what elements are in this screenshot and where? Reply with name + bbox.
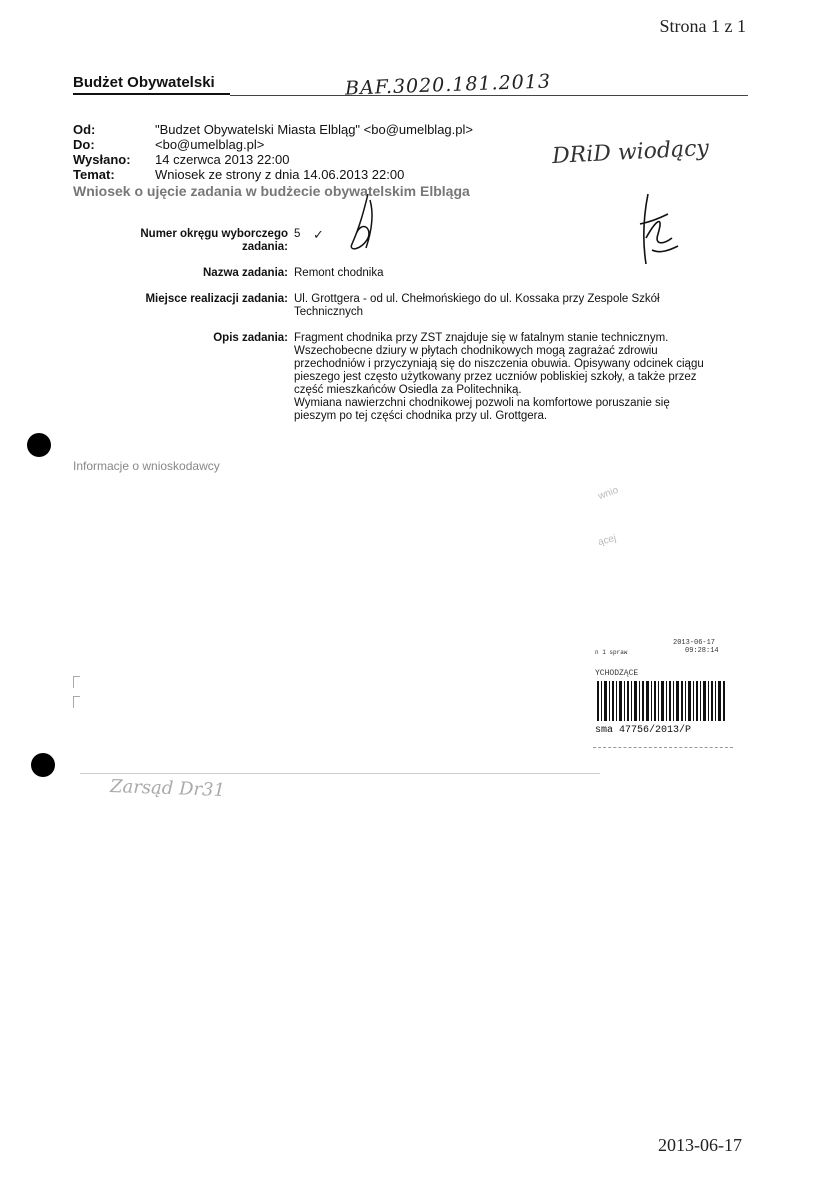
district-value: 5	[294, 228, 301, 240]
stamp-code: sma 47756/2013/P	[595, 725, 692, 736]
handwritten-reference-code: BAF.3020.181.2013	[344, 70, 552, 100]
task-name-label: Nazwa zadania:	[203, 267, 288, 279]
brand-title: Budżet Obywatelski	[73, 74, 215, 91]
description-line: Wszechobecne dziury w płytach chodnikowych mogą zagrażać zdrowiu	[294, 345, 658, 357]
stamp-type: YCHODZĄCE	[595, 669, 639, 678]
from-value: "Budzet Obywatelski Miasta Elbląg" <bo@umelblag.pl>	[155, 122, 473, 137]
stamp-dashed-line	[593, 747, 733, 748]
faint-rule	[80, 773, 600, 774]
location-label: Miejsce realizacji zadania:	[145, 293, 288, 305]
redaction-mark	[73, 676, 80, 688]
signature-right	[630, 188, 685, 280]
location-value-cont: Technicznych	[294, 306, 364, 318]
print-date: 2013-06-17	[658, 1135, 742, 1155]
binder-hole-bottom	[31, 753, 55, 777]
check-mark-icon: ✓	[313, 228, 324, 243]
handwritten-bottom-note: Zarsąd Dr31	[109, 775, 226, 802]
header-rule	[230, 95, 748, 96]
from-label: Od:	[73, 122, 96, 137]
redaction-mark	[73, 696, 80, 708]
description-line: pieszego jest często użytkowany przez uczniów pobliskiej szkoły, a także przez	[294, 371, 697, 383]
stamp-small-text: n 1 spraw	[595, 649, 628, 656]
binder-hole-top	[27, 433, 51, 457]
barcode-icon	[597, 681, 727, 721]
description-line: część mieszkańców Osiedla za Politechniką.	[294, 384, 522, 396]
description-line: Wymiana nawierzchni chodnikowej pozwoli na komfortowe poruszanie się	[294, 397, 670, 409]
handwritten-department-note: DRiD wiodący	[551, 135, 710, 170]
task-name-value: Remont chodnika	[294, 267, 384, 279]
description-line: Fragment chodnika przy ZST znajduje się w fatalnym stanie technicznym.	[294, 332, 669, 344]
form-title: Wniosek o ujęcie zadania w budżecie obywatelskim Elbląga	[73, 183, 470, 199]
description-text	[294, 332, 704, 423]
applicant-section-title: Informacje o wnioskodawcy	[73, 459, 220, 473]
subject-label: Temat:	[73, 167, 115, 182]
brand-underline	[73, 93, 230, 95]
sent-label: Wysłano:	[73, 152, 131, 167]
location-value: Ul. Grottgera - od ul. Chełmońskiego do ul. Kossaka przy Zespole Szkół	[294, 293, 660, 305]
signature-middle	[340, 190, 385, 265]
district-label-cont: zadania:	[241, 241, 288, 253]
faint-text: ącej	[596, 532, 618, 549]
description-line: pieszym po tej części chodnika przy ul. Grottgera.	[294, 410, 548, 422]
description-label: Opis zadania:	[213, 332, 288, 344]
district-label: Numer okręgu wyborczego	[140, 228, 288, 240]
registration-stamp	[593, 637, 733, 767]
to-value: <bo@umelblag.pl>	[155, 137, 265, 152]
sent-value: 14 czerwca 2013 22:00	[155, 152, 290, 167]
subject-value: Wniosek ze strony z dnia 14.06.2013 22:00	[155, 167, 405, 182]
page-number: Strona 1 z 1	[659, 16, 746, 36]
description-line: przechodniów i przyczyniają się do niszczenia obuwia. Opisywany odcinek ciągu	[294, 358, 704, 370]
stamp-date: 2013-06-17	[673, 639, 716, 647]
stamp-time: 09:28:14	[685, 647, 719, 655]
faint-text: wnio	[596, 484, 620, 503]
to-label: Do:	[73, 137, 95, 152]
